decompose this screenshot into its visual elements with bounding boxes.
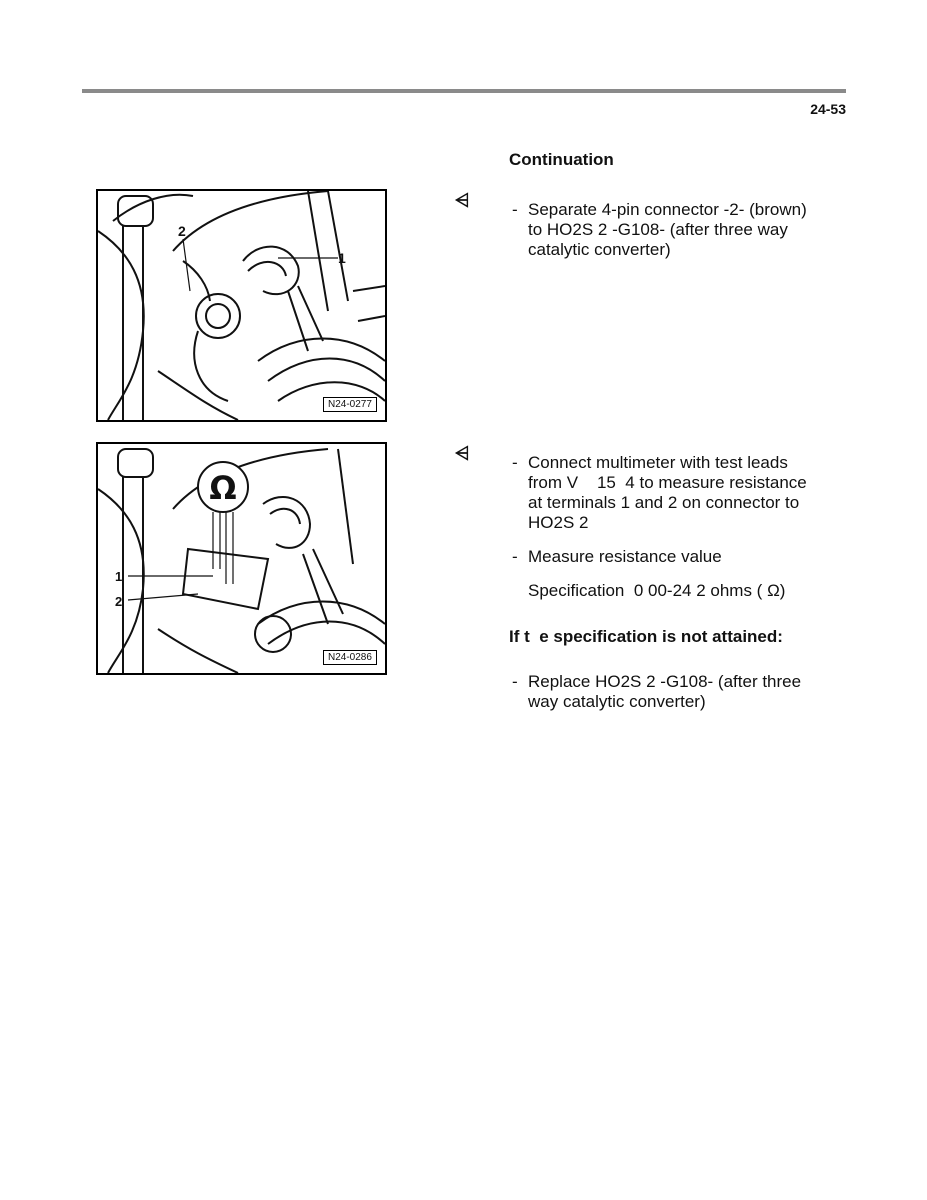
engine-illustration xyxy=(98,444,385,673)
page-number: 24-53 xyxy=(810,101,846,117)
figure-code: N24-0286 xyxy=(323,650,377,665)
step-connect-multimeter xyxy=(512,453,807,533)
condition-heading: If t e specification is not attained: xyxy=(509,627,783,646)
engine-illustration xyxy=(98,191,385,420)
step-line: way catalytic converter) xyxy=(528,692,706,711)
specification-text: Specification 0 00-24 2 ohms ( Ω) xyxy=(528,581,786,600)
step-line: Connect multimeter with test leads xyxy=(528,453,788,472)
step-replace-sensor xyxy=(512,672,801,712)
figure-code: N24-0277 xyxy=(323,397,377,412)
step-measure-resistance xyxy=(512,547,722,567)
step-line: at terminals 1 and 2 on connector to xyxy=(528,493,800,512)
bullet-dash: - xyxy=(512,200,518,219)
step-line: from V 15 4 to measure resistance xyxy=(528,473,807,492)
bullet-dash: - xyxy=(512,672,518,691)
see-figure-arrow-icon: ⩤ xyxy=(455,190,470,210)
step-line: Measure resistance value xyxy=(528,547,722,566)
figure-multimeter-photo xyxy=(96,442,387,675)
figure-connector-photo xyxy=(96,189,387,422)
callout-label: 1 xyxy=(338,250,346,266)
step-line: HO2S 2 xyxy=(528,513,589,532)
bullet-dash: - xyxy=(512,547,518,566)
step-line: Replace HO2S 2 -G108- (after three xyxy=(528,672,802,691)
callout-label: 1 xyxy=(115,569,123,584)
see-figure-arrow-icon: ⩤ xyxy=(455,443,470,463)
section-heading: Continuation xyxy=(509,150,614,169)
header-rule xyxy=(82,89,846,93)
ohm-icon: Ω xyxy=(209,469,237,507)
callout-label: 2 xyxy=(115,594,123,609)
step-separate-connector xyxy=(512,200,807,260)
bullet-dash: - xyxy=(512,453,518,472)
step-line: catalytic converter) xyxy=(528,240,671,259)
step-line: Separate 4-pin connector -2- (brown) xyxy=(528,200,807,219)
step-line: to HO2S 2 -G108- (after three way xyxy=(528,220,788,239)
callout-label: 2 xyxy=(178,223,186,239)
